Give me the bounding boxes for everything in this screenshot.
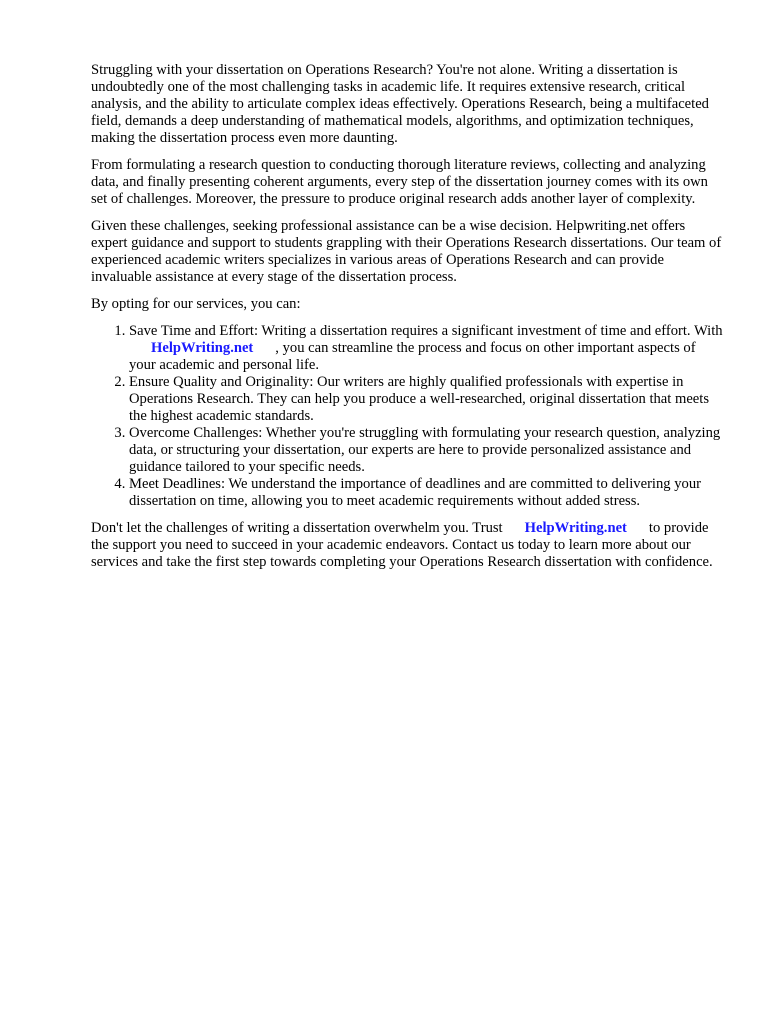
closing-paragraph (91, 520, 723, 571)
document-page (91, 62, 723, 581)
helpwriting-link[interactable]: HelpWriting.net (151, 340, 254, 356)
services-intro: By opting for our services, you can: (91, 296, 301, 312)
closing-text: Don't let the challenges of writing a dissertation overwhelm you. Trust (91, 520, 503, 536)
list-item-text: Save Time and Effort: Writing a dissertation requires a significant investment of time and effort. With (129, 323, 723, 339)
benefits-list (91, 323, 723, 510)
assistance-paragraph: Given these challenges, seeking professional assistance can be a wise decision. Helpwriting.net offers expert guidance and support to students grappling with their Operations Research dissertations. Our team of experienced academic writers specializes in various areas of Operations Research and can provide invaluable assistance at every stage of the dissertation process. (91, 218, 722, 285)
challenges-paragraph: From formulating a research question to conducting thorough literature reviews, collecting and analyzing data, and finally presenting coherent arguments, every step of the dissertation journey comes with its own set of challenges. Moreover, the pressure to produce original research adds another layer of complexity. (91, 157, 708, 207)
list-item: 2. Ensure Quality and Originality: Our writers are highly qualified professionals with expertise in Operations Research. They can help you produce a well-researched, original dissertation that meets the highest academic standards. (129, 374, 723, 425)
closing-text: to provide the support you need to succeed in your academic endeavors. Contact us today to learn more about our services and take the first step towards completing your Operations Research dissertation with confidence. (91, 520, 713, 570)
list-item-text: , you can streamline the process and focus on other important aspects of your academic and personal life. (129, 340, 696, 373)
intro-paragraph: Struggling with your dissertation on Operations Research? You're not alone. Writing a dissertation is undoubtedly one of the most challenging tasks in academic life. It requires extensive research, critical analysis, and the ability to articulate complex ideas effectively. Operations Research, being a multifaceted field, demands a deep understanding of mathematical models, algorithms, and optimization techniques, making the dissertation process even more daunting. (91, 62, 709, 146)
list-item: 4. Meet Deadlines: We understand the importance of deadlines and are committed to delivering your dissertation on time, allowing you to meet academic requirements without added stress. (129, 476, 723, 510)
helpwriting-link[interactable]: HelpWriting.net (524, 520, 627, 536)
list-item: 3. Overcome Challenges: Whether you're struggling with formulating your research question, analyzing data, or structuring your dissertation, our experts are here to provide personalized assistance and guidance tailored to your specific needs. (129, 425, 723, 476)
list-item (129, 323, 723, 374)
